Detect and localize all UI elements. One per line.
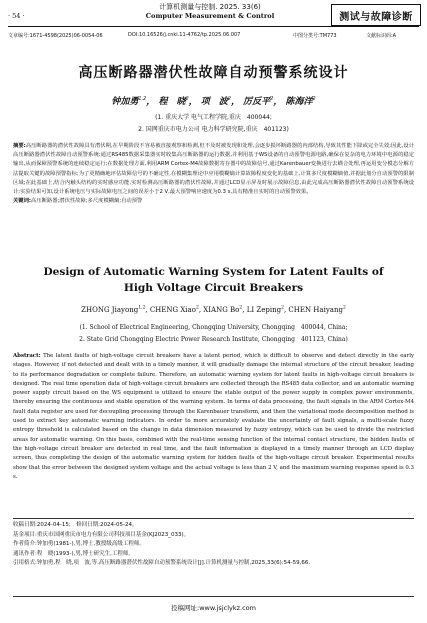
info-rule-bottom bbox=[13, 596, 414, 597]
submission-url: 投稿网址:www.jsjclykz.com bbox=[171, 604, 256, 612]
author-cn: 陈海洋$^2$ bbox=[285, 96, 316, 107]
doi: DOI:10.16526/j.cnki.11-4762/tp.2025.06.007 bbox=[128, 32, 241, 38]
title-en-line1: Design of Automatic Warning System for Latent Faults of bbox=[43, 266, 384, 278]
authors-en bbox=[0, 306, 427, 314]
author-cn: 项 波$^2$ bbox=[200, 96, 231, 107]
abstract-en bbox=[13, 352, 414, 482]
column-badge: 测试与故障诊断 bbox=[331, 4, 421, 26]
author-en: ZHONG Jiayong$^{1,2}$, bbox=[81, 306, 150, 315]
author-en: CHENG Xiao$^2$, bbox=[149, 306, 204, 315]
keywords-cn-text: 高压断路器;潜伏性故障;多尺度模糊熵;自动预警 bbox=[31, 198, 143, 205]
title-en bbox=[0, 264, 427, 296]
affiliation-en-1: (1. School of Electrical Engineering, Chongqing University, Chongqing 400044, China; bbox=[79, 324, 348, 331]
document-code: 文献标识码:A bbox=[366, 33, 397, 39]
authors-cn: 钟加勇$^{1,2}$， 程 晓$^2$， 项 波$^2$， 厉反平$^2$， 陈海洋$^2$ bbox=[111, 96, 316, 107]
abstract-cn-label: 摘要: bbox=[13, 143, 26, 149]
page-header bbox=[0, 0, 427, 28]
author-cn: 程 晓$^2$ bbox=[158, 96, 189, 107]
journal-name-en: Computer Measurement & Control bbox=[145, 11, 275, 20]
article-meta-line bbox=[8, 32, 419, 42]
journal-masthead bbox=[120, 3, 300, 20]
affiliation-cn-1: (1. 重庆大学 电气工程学院,重庆 400044; bbox=[155, 114, 272, 121]
header-rule bbox=[8, 26, 419, 27]
journal-name-cn: 计算机测量与控制. 2025. 33(6) bbox=[159, 3, 261, 11]
title-en-line2: High Voltage Circuit Breakers bbox=[123, 282, 304, 294]
article-info bbox=[13, 521, 414, 569]
article-id: 文章编号:1671-4598(2025)06-0054-06 bbox=[8, 33, 103, 39]
corresponding-author: 通讯作者:程 晓(1993-),男,博士研究生,工程师。 bbox=[13, 550, 134, 557]
author-cn: 钟加勇$^{1,2}$ bbox=[111, 96, 147, 107]
page-number: · 54 · bbox=[8, 12, 25, 20]
affiliation-en-2: 2. State Grid Chongqing Electric Power Research Institute, Chongqing 401123, China) bbox=[79, 336, 348, 343]
title-cn: 高压断路器潜伏性故障自动预警系统设计 bbox=[78, 65, 349, 81]
keywords-cn-label: 关键词: bbox=[13, 198, 32, 205]
abstract-en-label: Abstract: bbox=[13, 353, 41, 359]
author-en: XIANG Bo$^2$, bbox=[203, 306, 247, 315]
author-en: LI Zeping$^2$, bbox=[246, 306, 289, 315]
abstract-en-text: The latent faults of high-voltage circuit breakers have a latent period, which is difficult to observe and detect directly in the early stages. However, if not detected and dealt with in a timely manner, it will gradually damage the internal structure of the circuit breaker, leading to its performance degradation or complete failure. Therefore, an automatic warning system for latent faults in high-voltage circuit breakers is designed. The real time operation data of high-voltage circuit breakers are collected through the RS485 data collector, and an automatic warning power supply circuit based on the WS equipment is utilized to ensure the stable output of the power supply in complex power environments, thereby ensuring the continuous and stable operation of the warning system. In terms of data processing, the fault signals in the ARM Cortex-M4 fault data register are used for decoupling processing through the Karenbauer transform, and then the variational mode decomposition method is used to extract key automatic warning indicators. In order to more accurately evaluate the uncertainty of fault signals, a multi-scale fuzzy entropy threshold is calculated based on the change in data dimension measured by fuzzy entropy, which can be used to divide the restricted areas for automatic warning. On this basis, combined with the real-time sensing function of the internal contact structure, the hidden faults of the high-voltage circuit breaker are detected in real time, and the fault information is displayed in a timely manner through an LCD display screen, thus completing the design of the automatic warning system for hidden faults of the high-voltage circuit breaker. Experimental results show that the error between the designed system voltage and the actual voltage is less than 2 V, and the maximum warning response speed is 0.3 s. bbox=[13, 353, 414, 480]
citation-format: 引用格式:钟加勇,程 晓,项 波,等.高压断路器潜伏性故障自动预警系统设计[J].计算机测量与控制,2025,33(6):54-59,66. bbox=[13, 560, 311, 567]
affiliation-cn-2: 2. 国网重庆市电力公司 电力科学研究院,重庆 401123) bbox=[138, 126, 289, 133]
abstract-cn-text: 高压断路器的潜伏性故障具有潜伏期,在早期阶段不容易被直接观察和检测,但不及时被发现和处理,会逐步损坏断路器的内部结构,导致其性能下降或完全失效;因此,设计高压断路器潜伏性故障自动预警系统;通过RS485数据采集器实时收集高压断路器的运行数据,并利用基于WS设备的自动预警电源电路,确保在复杂的电力环境中电源的稳定输出,从而保障预警系统的连续稳定运行;在数据处理方面,利用ARM Cortex-M4故障数据寄存器中的故障信号,通过Karenbauer变换进行去耦合处理,再运用变分模态分解方法提取关键的故障预警指标;为了更精确地评估故障信号的不确定性,在模糊集理论中应用模糊熵计算故障程度变化的基础上,计算多尺度模糊熵值,并据此划分自动预警的限制区域;在此基础上,结合内触头结构的实时感应功能,实时检测高压断路器的潜伏性故障,并通过LCD显示屏及时展示故障信息,由此完成高压断路器潜伏性故障自动预警系统设计;实验结果可知,设计系统电压与实际故障电压之间的误差小于2 V,最大预警响应速度为0.3 s,具有精准且实时的自动预警效果。 bbox=[13, 143, 414, 196]
info-rule-top bbox=[13, 518, 414, 519]
author-cn: 厉反平$^2$ bbox=[243, 96, 274, 107]
abstract-cn bbox=[13, 142, 414, 206]
clc-number: 中图分类号:TM773 bbox=[293, 33, 337, 39]
received-date: 收稿日期:2024-04-15; 修回日期:2024-05-24。 bbox=[13, 522, 138, 528]
fund-project: 基金项目:重庆市国网重庆市电力有限公司科技项目基金(KJ2023_033)。 bbox=[13, 531, 190, 538]
author-bio: 作者简介:钟加勇(1981-),男,博士,教授级高级工程师。 bbox=[13, 541, 145, 548]
author-en: CHEN Haiyang$^2$ bbox=[288, 306, 346, 315]
